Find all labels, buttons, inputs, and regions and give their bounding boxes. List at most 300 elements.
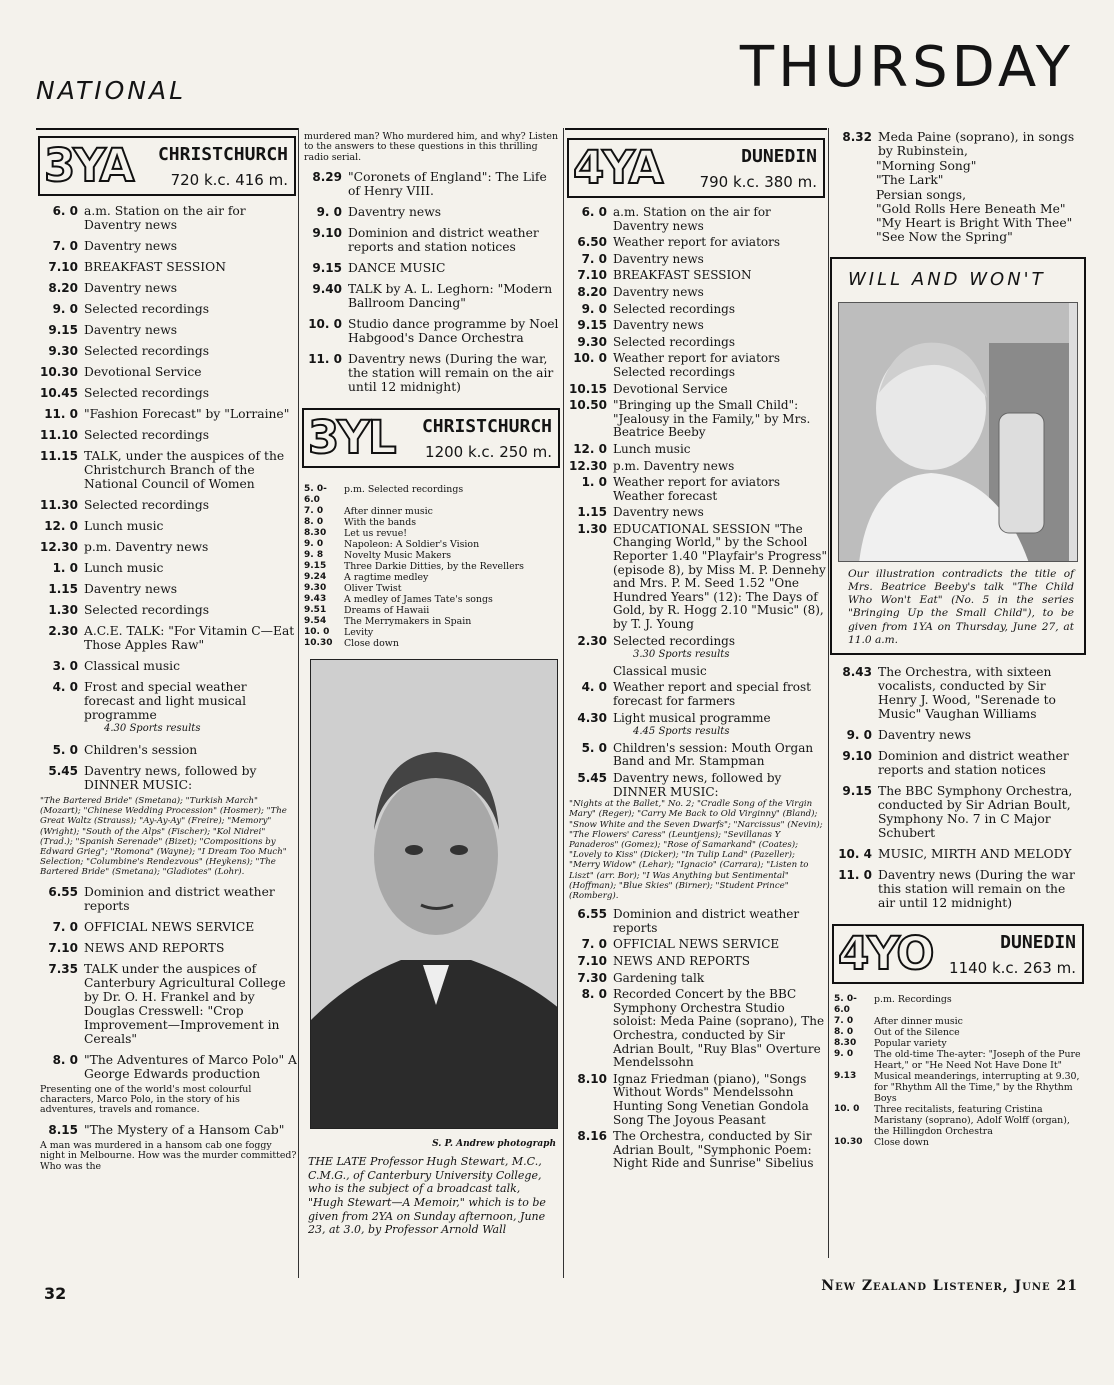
time-label: 1. 0 — [52, 561, 78, 575]
schedule-item — [300, 261, 562, 275]
schedule-item — [565, 972, 827, 986]
column-rule — [563, 128, 564, 1278]
time-label: 11. 0 — [838, 868, 872, 882]
programme-text: Lunch music — [613, 441, 691, 456]
portrait-illustration — [311, 660, 558, 1129]
schedule-item — [36, 920, 298, 934]
schedule-item — [36, 1053, 298, 1081]
photo-caption: THE LATE Professor Hugh Stewart, M.C., C.M.G., of Canterbury University College, who is the subject of a broadcast talk, "Hugh Stewart—A Memoir," which is to be given from 2YA on Sunday afternoon, June 23, at 3.0, by Professor Arnold Wall — [308, 1155, 546, 1237]
programme-text: Classical music — [84, 659, 180, 673]
time-label: 8.29 — [312, 170, 342, 185]
time-label: 7.10 — [577, 953, 607, 968]
time-label: 8. 0 — [52, 1052, 78, 1067]
time-label: 8.30 — [834, 1038, 857, 1048]
time-label: 9.24 — [304, 572, 327, 583]
station-frequency: 1140 k.c. 263 m. — [949, 959, 1076, 977]
programme-text: Three recitalists, featuring Cristina Maristany (soprano), Adolf Wolff (organ), the Hillingdon Orchestra — [874, 1104, 1070, 1137]
time-label: 9.13 — [834, 1071, 857, 1081]
programme-text: Daventry news (During the war this station will remain on the air until 12 midnight) — [878, 868, 1075, 910]
programme-text: With the bands — [344, 517, 417, 529]
time-label: 5. 0-6.0 — [834, 994, 857, 1015]
time-label: 8.20 — [48, 281, 78, 295]
schedule-item — [565, 253, 827, 267]
station-frequency: 720 k.c. 416 m. — [170, 171, 288, 189]
schedule-item — [36, 582, 298, 596]
schedule-item — [565, 742, 827, 769]
continued-note: murdered man? Who murdered him, and why? Listen to the answers to these questions in this thrilling radio serial. — [304, 131, 559, 163]
programme-text: Novelty Music Makers — [344, 550, 452, 562]
programme-text: Recorded Concert by the BBC Symphony Orchestra Studio soloist: Meda Paine (soprano), The Orchestra, conducted by Sir Adrian Boult, "Ruy Blas" Overture Mendelssohn — [613, 987, 825, 1070]
time-label: 2.30 — [48, 624, 78, 638]
programme-text: Popular variety — [874, 1038, 947, 1049]
time-label: 8. 0 — [581, 987, 607, 1002]
schedule-item — [300, 616, 562, 627]
programme-text: "Fashion Forecast" by "Lorraine" — [84, 407, 290, 421]
time-label: 9.30 — [577, 334, 607, 349]
schedule-item — [36, 498, 298, 512]
schedule-item — [300, 226, 562, 254]
programme-text: Out of the Silence — [874, 1027, 960, 1038]
programme-text: OFFICIAL NEWS SERVICE — [84, 919, 255, 934]
time-label: 8.30 — [304, 528, 327, 539]
station-box-4ya — [567, 138, 825, 198]
portrait-photo — [310, 659, 558, 1129]
time-label: 11. 0 — [44, 407, 78, 421]
schedule-item — [36, 941, 298, 955]
programme-text: The Orchestra, with sixteen vocalists, conducted by Sir Henry J. Wood, "Serenade to Music" Vaughan Williams — [878, 665, 1056, 721]
schedule-item — [36, 764, 298, 792]
schedule-item — [830, 665, 1086, 721]
time-label: 10. 0 — [308, 317, 342, 332]
sub-note: 3.30 Sports results — [633, 649, 730, 661]
time-label: 1.15 — [48, 582, 78, 596]
schedule-item — [830, 1049, 1086, 1071]
schedule-item — [300, 170, 562, 198]
programme-text: Daventry news — [84, 281, 178, 295]
schedule-item — [36, 624, 298, 652]
schedule-item — [36, 260, 298, 274]
schedule-item — [300, 572, 562, 583]
time-label: 10.30 — [40, 365, 78, 379]
schedule-item — [830, 847, 1086, 861]
time-label: 5. 0 — [52, 743, 78, 757]
programme-text: Ignaz Friedman (piano), "Songs Without Words" Mendelssohn Hunting Song Venetian Gondola Song The Joyous Peasant — [613, 1071, 809, 1127]
programme-text: The BBC Symphony Orchestra, conducted by Sir Adrian Boult, Symphony No. 7 in C Major Schubert — [878, 784, 1073, 840]
time-label: 9.15 — [842, 784, 872, 798]
schedule-item — [565, 399, 827, 440]
time-label: 6.50 — [577, 235, 607, 250]
schedule-item — [36, 659, 298, 673]
time-label: 10.15 — [569, 381, 607, 396]
song-title: "The Lark" — [876, 173, 944, 188]
schedule-item — [300, 627, 562, 638]
programme-text: "The Adventures of Marco Polo" A George Edwards production — [84, 1052, 297, 1081]
column-4 — [830, 128, 1086, 1273]
programme-text: Daventry news, followed by DINNER MUSIC: — [84, 764, 257, 792]
schedule-3ya-cont — [300, 170, 562, 394]
schedule-item — [565, 303, 827, 317]
time-label: 10. 4 — [838, 847, 872, 861]
song-title: "Morning Song" — [876, 159, 977, 173]
schedule-item — [565, 236, 827, 250]
station-logo: 4YA — [573, 141, 662, 194]
time-label: 11.15 — [40, 449, 78, 463]
programme-text: Dominion and district weather reports — [84, 884, 275, 913]
schedule-item — [36, 540, 298, 554]
schedule-item — [565, 955, 827, 969]
programme-text: BREAKFAST SESSION — [84, 260, 226, 274]
time-label: 9.15 — [304, 561, 327, 572]
schedule-item — [830, 1137, 1086, 1148]
programme-text: Daventry news — [613, 505, 704, 520]
programme-text: Daventry news — [613, 318, 704, 333]
time-label: 9. 0 — [52, 302, 78, 316]
programme-text: The Orchestra, conducted by Sir Adrian Boult, "Symphonic Poem: Night Ride and Sunrise" Sibelius — [613, 1129, 814, 1171]
column-3ya — [36, 128, 298, 1273]
schedule-4ya-cont — [830, 130, 1086, 158]
schedule-item — [830, 868, 1086, 910]
schedule-item — [565, 443, 827, 457]
schedule-item — [36, 743, 298, 757]
programme-text: Daventry news — [613, 251, 704, 266]
schedule-item — [36, 302, 298, 316]
time-label: 10.30 — [834, 1137, 863, 1147]
station-frequency: 1200 k.c. 250 m. — [425, 443, 552, 462]
programme-note: Presenting one of the world's most colourful characters, Marco Polo, in the story of his adventures, travels and romance. — [40, 1083, 252, 1116]
time-label: 8.16 — [577, 1129, 607, 1144]
schedule-item — [36, 239, 298, 253]
programme-text: "The Mystery of a Hansom Cab" — [84, 1122, 285, 1137]
schedule-item — [36, 386, 298, 400]
schedule-item — [830, 749, 1086, 777]
programme-text: Daventry news — [348, 205, 442, 220]
page-number: 32 — [44, 1284, 67, 1303]
station-city: DUNEDIN — [1000, 932, 1076, 953]
schedule-item — [565, 286, 827, 300]
schedule-item — [36, 344, 298, 358]
time-label: 9. 0 — [581, 301, 607, 316]
schedule-item — [36, 449, 298, 491]
child-illustration — [839, 303, 1069, 562]
time-label: 10.30 — [304, 638, 333, 649]
programme-text: Lunch music — [84, 561, 164, 575]
time-label: 8.32 — [842, 130, 872, 144]
schedule-item — [36, 885, 298, 913]
station-box-3ya — [38, 136, 296, 196]
programme-text: Selected recordings 3.30 Sports results — [613, 635, 827, 662]
station-frequency: 790 k.c. 380 m. — [699, 173, 817, 191]
time-label: 9. 0 — [316, 205, 342, 220]
column-rule — [298, 128, 299, 1278]
time-label: 6. 0 — [581, 205, 607, 219]
programme-text: Frost and special weather forecast and light musical programme 4.30 Sports results — [84, 680, 298, 736]
programme-text: Lunch music — [84, 519, 164, 533]
photo-credit: S. P. Andrew photograph — [432, 1139, 556, 1150]
schedule-item — [300, 539, 562, 550]
programme-text: Selected recordings — [84, 603, 210, 617]
schedule-item — [565, 772, 827, 799]
schedule-3ya-late — [36, 1123, 298, 1137]
schedule-item — [565, 712, 827, 739]
schedule-item — [565, 681, 827, 708]
time-label: 12.30 — [569, 458, 607, 473]
programme-text: Selected recordings — [84, 344, 210, 358]
programme-text: Daventry news — [84, 239, 178, 253]
schedule-item — [565, 383, 827, 397]
schedule-item — [830, 1038, 1086, 1049]
programme-text: Daventry news (During the war, the station will remain on the air until 12 midnight) — [348, 352, 554, 395]
schedule-item — [36, 519, 298, 533]
schedule-item — [300, 506, 562, 517]
station-logo: 4YO — [838, 927, 933, 980]
time-label: 4. 0 — [52, 680, 78, 694]
programme-text: Weather report for aviators Weather forecast — [613, 475, 781, 503]
station-city: CHRISTCHURCH — [157, 144, 288, 165]
time-label: 7.10 — [48, 940, 78, 955]
programme-text: Light musical programme 4.45 Sports results — [613, 712, 827, 739]
time-label: 7.10 — [48, 260, 78, 274]
programme-text: "Coronets of England": The Life of Henry VIII. — [348, 170, 547, 199]
programme-text: Devotional Service — [613, 381, 728, 396]
schedule-item — [300, 594, 562, 605]
programme-text: Let us revue! — [344, 528, 408, 540]
programme-text: Selected recordings — [613, 334, 736, 349]
time-label: 1. 0 — [581, 475, 607, 490]
time-label: 9.10 — [312, 226, 342, 241]
schedule-item — [300, 205, 562, 219]
time-label: 6. 0 — [52, 204, 78, 218]
programme-text: Gardening talk — [613, 970, 705, 985]
time-label: 12.30 — [40, 540, 78, 554]
programme-text: Daventry news — [84, 582, 178, 596]
song-title: Persian songs, — [876, 187, 967, 202]
schedule-4ya-late — [830, 665, 1086, 910]
schedule-item — [830, 1027, 1086, 1038]
programme-text: Selected recordings — [84, 428, 210, 442]
schedule-item — [830, 784, 1086, 840]
schedule-item — [565, 988, 827, 1070]
schedule-item — [36, 1123, 298, 1137]
schedule-item — [36, 603, 298, 617]
programme-text: Daventry news — [613, 284, 704, 299]
schedule-item — [300, 605, 562, 616]
programme-text: OFFICIAL NEWS SERVICE — [613, 937, 780, 952]
time-label: 10. 0 — [573, 351, 607, 366]
schedule-item — [830, 728, 1086, 742]
schedule-item — [36, 428, 298, 442]
time-label: 11. 0 — [308, 352, 342, 367]
programme-note: A man was murdered in a hansom cab one foggy night in Melbourne. How was the murder committed? Who was the — [40, 1139, 297, 1172]
time-label: 9.30 — [304, 583, 327, 594]
time-label: 9. 0 — [304, 539, 324, 550]
programme-text: Oliver Twist — [344, 583, 402, 595]
programme-text: Selected recordings — [84, 498, 210, 512]
schedule-item — [300, 528, 562, 539]
schedule-item — [565, 352, 827, 379]
time-label: 3. 0 — [52, 659, 78, 673]
programme-text: Weather report for aviators — [613, 235, 781, 250]
time-label: 7. 0 — [52, 239, 78, 253]
time-label: 5.45 — [48, 764, 78, 778]
time-label: 11.10 — [40, 428, 78, 442]
schedule-item — [565, 1073, 827, 1127]
programme-text: p.m. Daventry news — [613, 458, 735, 473]
time-label: 7. 0 — [581, 937, 607, 952]
time-label: 8.10 — [577, 1071, 607, 1086]
time-label: 6.55 — [48, 884, 78, 899]
schedule-item — [36, 323, 298, 337]
schedule-4yo — [830, 994, 1086, 1148]
programme-text: Three Darkie Ditties, by the Revellers — [344, 561, 524, 573]
schedule-item — [565, 460, 827, 474]
time-label: 9.10 — [842, 749, 872, 763]
time-label: 9. 0 — [834, 1049, 854, 1059]
time-label: 1.30 — [577, 521, 607, 536]
programme-text: Daventry news — [878, 728, 972, 742]
programme-text: DANCE MUSIC — [348, 261, 446, 276]
station-logo: 3YL — [308, 411, 395, 465]
time-label: 12. 0 — [44, 519, 78, 533]
programme-text: Dominion and district weather reports and station notices — [348, 226, 539, 255]
programme-text: Daventry news, followed by DINNER MUSIC: — [613, 770, 782, 799]
programme-text: Weather report and special frost forecast for farmers — [613, 680, 811, 708]
schedule-item — [300, 352, 562, 394]
schedule-item — [565, 506, 827, 520]
programme-text: Close down — [344, 638, 399, 650]
sub-note: 4.45 Sports results — [633, 726, 730, 738]
programme-text: Weather report for aviators Selected recordings — [613, 351, 781, 379]
time-label: 7. 0 — [304, 506, 324, 517]
schedule-item — [300, 317, 562, 345]
song-title: "See Now the Spring" — [876, 230, 1013, 245]
schedule-item — [565, 1130, 827, 1171]
time-label: 8.43 — [842, 665, 872, 679]
programme-text: After dinner music — [344, 506, 433, 518]
programme-text: Children's session — [84, 743, 198, 757]
schedule-item — [300, 517, 562, 528]
programme-text: A ragtime medley — [344, 572, 429, 584]
programme-text: A.C.E. TALK: "For Vitamin C—Eat Those Apples Raw" — [84, 624, 295, 652]
time-label: 9.15 — [577, 318, 607, 333]
schedule-item — [565, 319, 827, 333]
schedule-item — [830, 1071, 1086, 1104]
time-label: 8. 0 — [834, 1027, 854, 1037]
time-label: 12. 0 — [573, 441, 607, 456]
time-label: 10. 0 — [304, 627, 330, 638]
schedule-item — [830, 1104, 1086, 1137]
time-label: 6.55 — [577, 907, 607, 922]
programme-text: Studio dance programme by Noel Habgood's Dance Orchestra — [348, 317, 559, 346]
section-label: NATIONAL — [36, 76, 187, 105]
programme-text: p.m. Recordings — [874, 994, 952, 1005]
programme-text: Napoleon: A Soldier's Vision — [344, 539, 480, 551]
programme-text: Dreams of Hawaii — [344, 605, 430, 617]
schedule-item — [300, 484, 562, 506]
time-label: 5.45 — [577, 770, 607, 785]
programme-text: NEWS AND REPORTS — [613, 953, 750, 968]
time-label: 7. 0 — [581, 251, 607, 266]
time-label: 7.35 — [48, 961, 78, 976]
programme-text: TALK, under the auspices of the Christchurch Branch of the National Council of Women — [84, 449, 285, 491]
time-label: 7. 0 — [52, 919, 78, 934]
time-label: 8.20 — [577, 284, 607, 299]
schedule-item — [36, 962, 298, 1046]
programme-text: After dinner music — [874, 1016, 963, 1027]
schedule-item — [36, 204, 298, 232]
programme-text: Devotional Service — [84, 365, 202, 379]
time-label: 7.30 — [577, 970, 607, 985]
schedule-item — [300, 282, 562, 310]
time-label: 4.30 — [577, 710, 607, 725]
sub-note: 4.30 Sports results — [104, 723, 201, 734]
column-2 — [300, 128, 562, 1273]
song-list — [830, 159, 1086, 245]
time-label: 7.10 — [577, 268, 607, 283]
time-label: 9.54 — [304, 616, 327, 627]
schedule-item — [565, 336, 827, 350]
time-label: 5. 0-6.0 — [304, 484, 327, 506]
feature-caption: Our illustration contradicts the title of Mrs. Beatrice Beeby's talk "The Child Who Won't Eat" (No. 5 in the series "Bringing Up the Small Child"), to be given from 1YA on Thursday, June 27, at 11.0 a.m. — [848, 567, 1074, 646]
column-rule — [828, 128, 829, 1258]
time-label: 9.15 — [48, 323, 78, 337]
schedule-3ya-evening — [36, 885, 298, 1081]
schedule-item — [300, 583, 562, 594]
time-label: 7. 0 — [834, 1016, 854, 1026]
programme-text: p.m. Selected recordings — [344, 484, 464, 496]
time-label: 9. 0 — [846, 728, 872, 742]
programme-text: NEWS AND REPORTS — [84, 940, 225, 955]
programme-text: a.m. Station on the air for Daventry news — [84, 204, 246, 232]
schedule-item — [565, 523, 827, 632]
time-label — [565, 665, 613, 679]
time-label: 8.15 — [48, 1122, 78, 1137]
station-box-4yo — [832, 924, 1084, 984]
time-label: 10.45 — [40, 386, 78, 400]
feature-box — [830, 257, 1086, 655]
schedule-3ya — [36, 204, 298, 792]
schedule-4ya — [565, 206, 827, 799]
programme-text: Dominion and district weather reports — [613, 907, 800, 935]
dinner-music-list: "Nights at the Ballet," No. 2; "Cradle Song of the Virgin Mary" (Reger); "Carry Me Back to Old Virginny" (Bland); "Snow White and the Seven Dwarfs"; "Narcissus" (Nevin); "The Flowers' Caress" (Leuntjens); "Sevillanas Y Panaderos" (Gomez); "Rose of Samarkand" (Coates); "Lovely to Kiss" (Dicker); "In Tulip Land" (Pazeller); "Merry Widow" (Lehar); "Ignacio" (Carrara); "Listen to Liszt" (arr. Bor); "I Was Anything but Sentimental" (Hoffman); "Blue Skies" (Birner); "Student Prince" (Romberg). — [569, 799, 823, 901]
time-label: 10.50 — [569, 398, 607, 413]
programme-text: Children's session: Mouth Organ Band and Mr. Stampman — [613, 740, 814, 769]
day-heading: THURSDAY — [739, 35, 1074, 100]
programme-text: Dominion and district weather reports and station notices — [878, 749, 1069, 777]
time-label: 10. 0 — [834, 1104, 860, 1114]
time-label: 9.51 — [304, 605, 327, 616]
station-logo: 3YA — [44, 139, 133, 192]
schedule-item — [565, 476, 827, 503]
schedule-item — [36, 281, 298, 295]
schedule-item — [565, 635, 827, 662]
schedule-item — [565, 665, 827, 679]
schedule-item — [300, 561, 562, 572]
schedule-item — [36, 561, 298, 575]
schedule-item — [300, 550, 562, 561]
programme-text: a.m. Station on the air for Daventry news — [613, 205, 771, 233]
programme-text: The old-time The-ayter: "Joseph of the Pure Heart," or "He Need Not Have Done It" — [874, 1049, 1081, 1071]
schedule-item — [830, 1016, 1086, 1027]
schedule-item — [36, 680, 298, 736]
time-label: 4. 0 — [581, 680, 607, 695]
programme-text: MUSIC, MIRTH AND MELODY — [878, 847, 1072, 861]
programme-text: BREAKFAST SESSION — [613, 268, 752, 283]
time-label: 9.15 — [312, 261, 342, 276]
programme-text: "Bringing up the Small Child": "Jealousy in the Family," by Mrs. Beatrice Beeby — [613, 398, 811, 440]
programme-text: TALK by A. L. Leghorn: "Modern Ballroom Dancing" — [348, 282, 553, 311]
schedule-item — [565, 269, 827, 283]
programme-text: p.m. Daventry news — [84, 540, 209, 554]
